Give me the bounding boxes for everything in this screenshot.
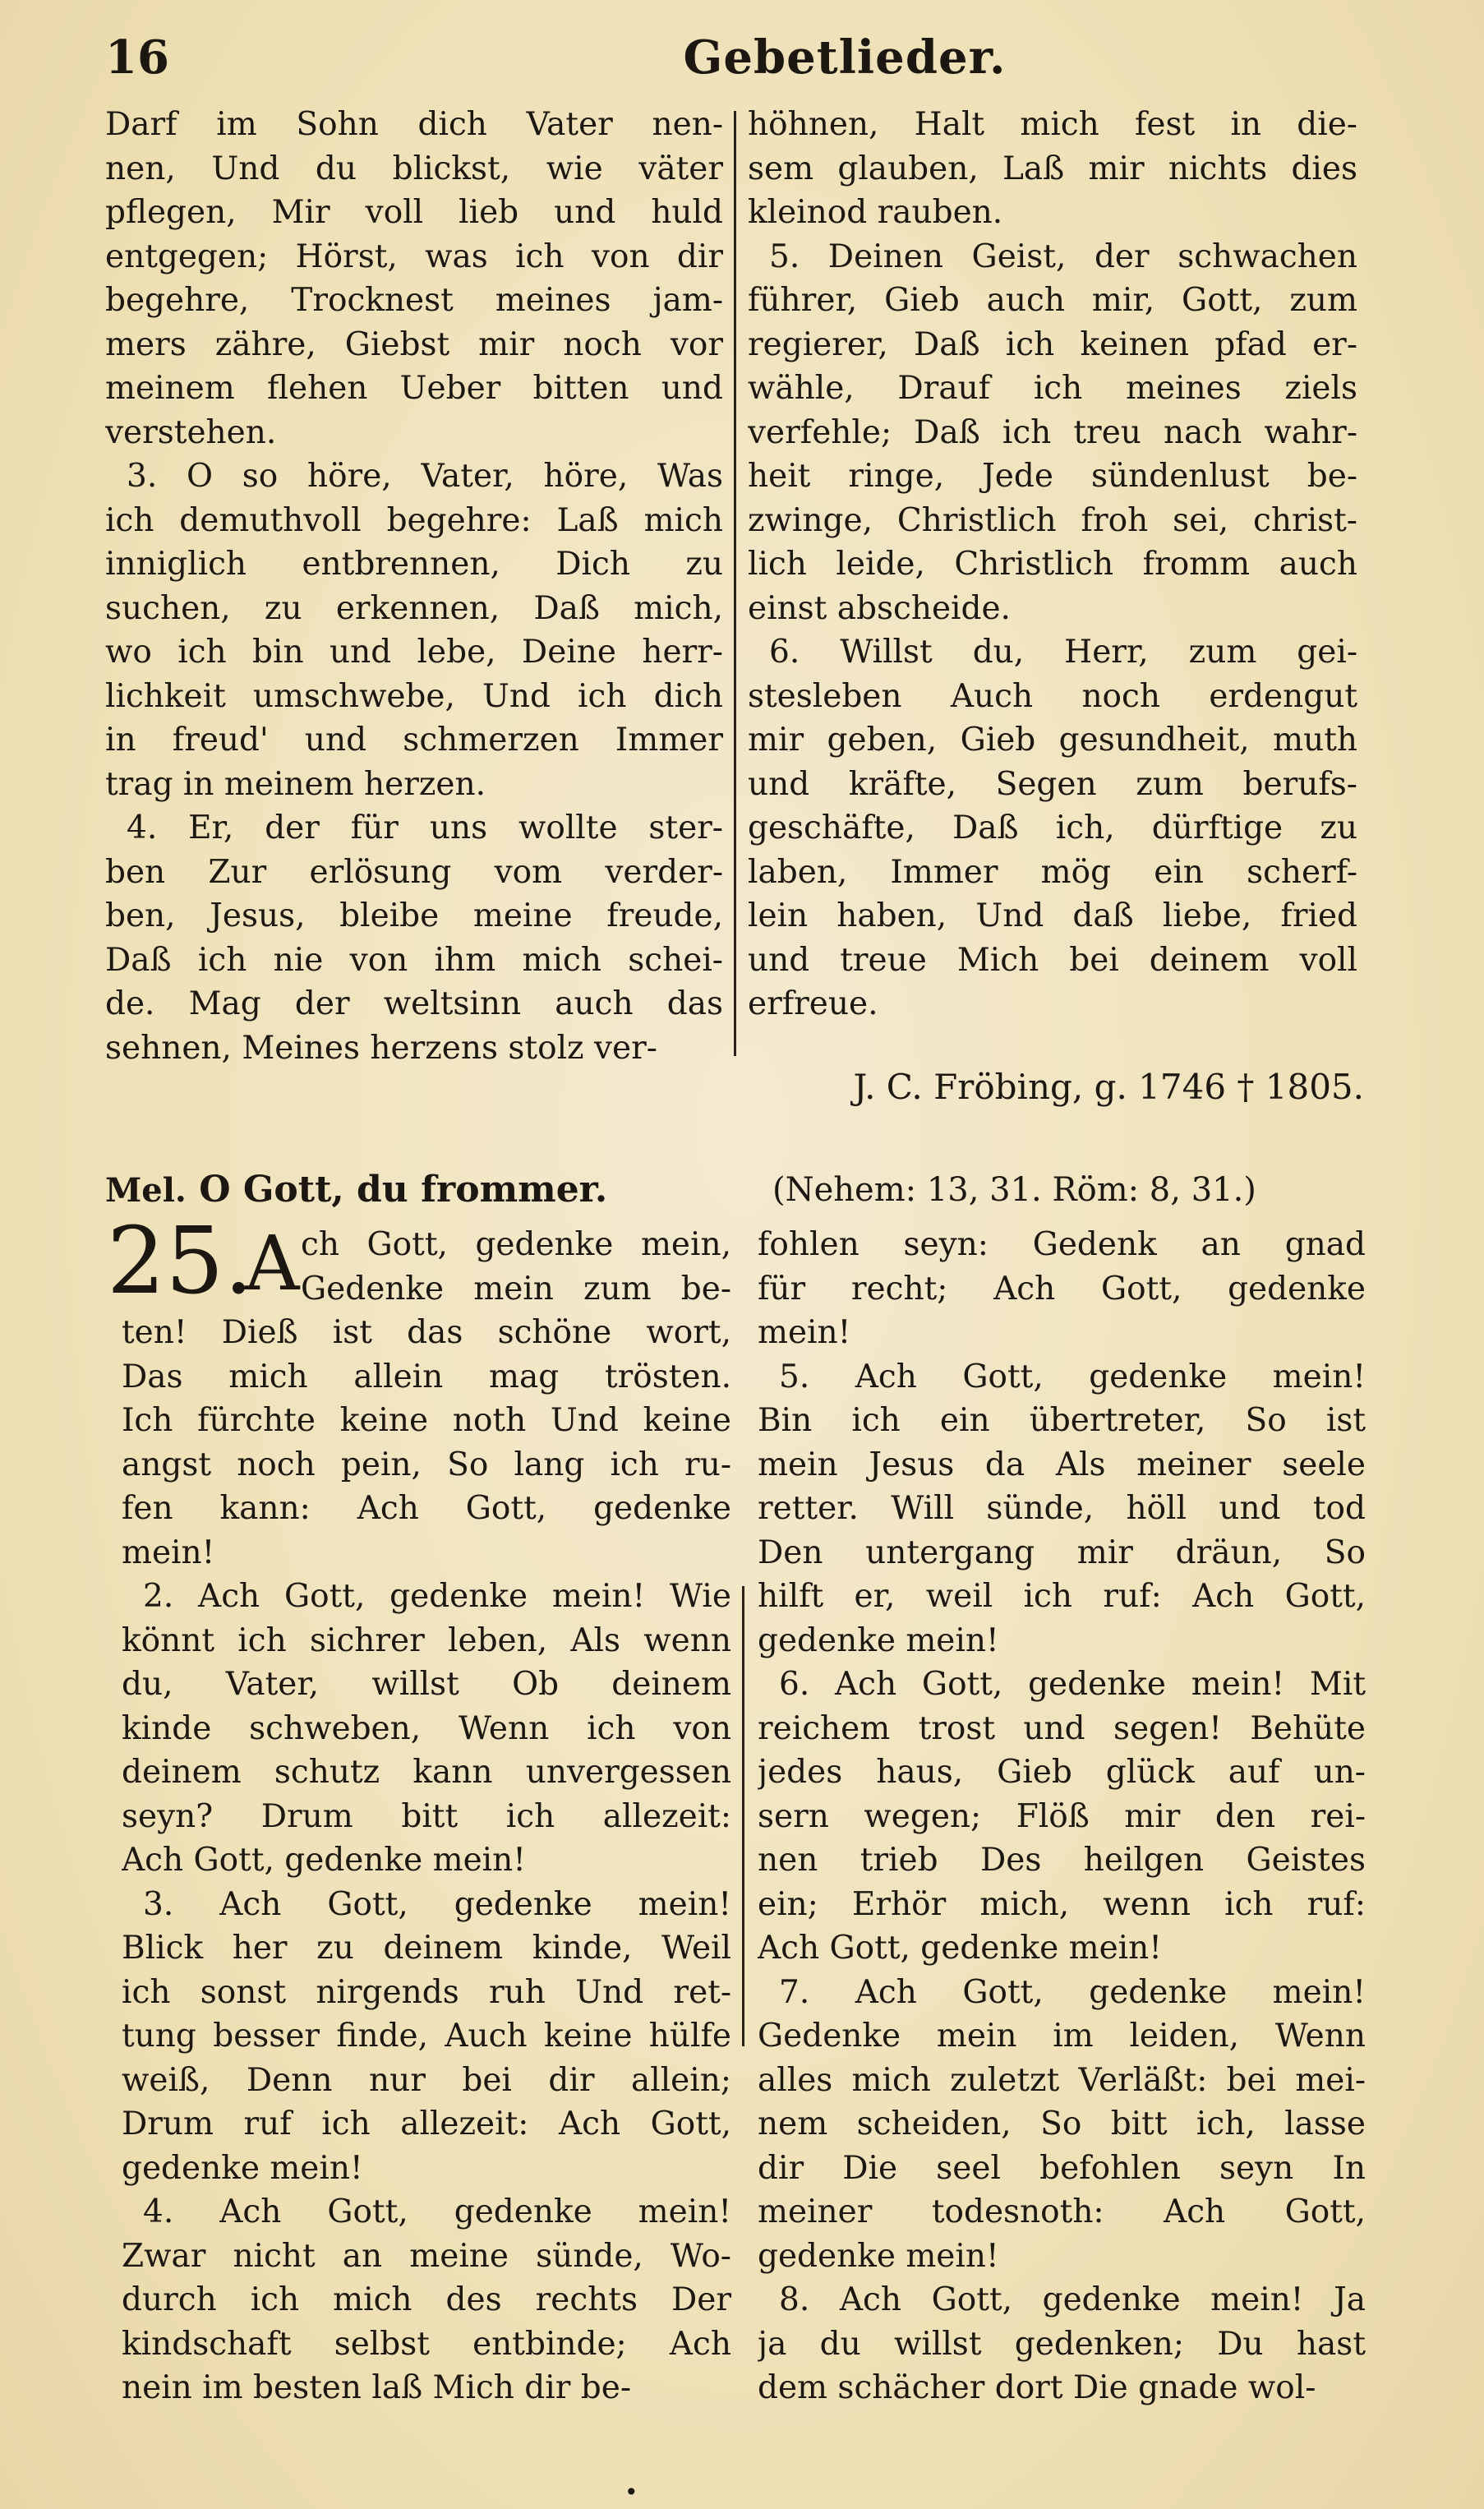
text-line: kleinod rauben.: [748, 194, 1003, 231]
text-line: 3. O so höre, Vater, höre, Was: [127, 458, 723, 495]
text-line: fen kann: Ach Gott, gedenke: [122, 1490, 731, 1527]
scripture-reference: (Nehem: 13, 31. Röm: 8, 31.): [772, 1171, 1256, 1209]
text-line: mir geben, Gieb gesundheit, muth: [748, 722, 1357, 759]
text-line: nem scheiden, So bitt ich, lasse: [758, 2105, 1366, 2142]
text-line: Drum ruf ich allezeit: Ach Gott,: [122, 2105, 731, 2142]
text-line: retter. Will sünde, höll und tod: [758, 1490, 1366, 1527]
text-line: durch ich mich des rechts Der: [122, 2281, 731, 2318]
text-line: Blick her zu deinem kinde, Weil: [122, 1930, 731, 1967]
column-divider-top: [734, 111, 736, 1056]
text-line: entgegen; Hörst, was ich von dir: [105, 238, 723, 275]
text-line: Gedenke mein im leiden, Wenn: [758, 2018, 1366, 2055]
text-line: seyn? Drum bitt ich allezeit:: [122, 1797, 731, 1835]
text-line: meiner todesnoth: Ach Gott,: [758, 2193, 1366, 2230]
text-line: ten! Dieß ist das schöne wort,: [122, 1314, 731, 1351]
text-line: ja du willst gedenken; Du hast: [758, 2325, 1366, 2363]
text-line: dir Die seel befohlen seyn In: [758, 2149, 1366, 2187]
text-line: nein im besten laß Mich dir be-: [122, 2369, 632, 2406]
text-line: und treue Mich bei deinem voll: [748, 941, 1357, 979]
text-line: nen, Und du blickst, wie väter: [105, 150, 723, 187]
text-line: Ich fürchte keine noth Und keine: [122, 1402, 731, 1439]
text-line: 5. Ach Gott, gedenke mein!: [779, 1358, 1366, 1395]
text-line: dem schächer dort Die gnade wol-: [758, 2369, 1316, 2406]
text-line: trag in meinem herzen.: [105, 765, 486, 803]
text-line: wähle, Drauf ich meines ziels: [748, 370, 1357, 407]
text-line: kinde schweben, Wenn ich von: [122, 1709, 731, 1747]
text-line: stesleben Auch noch erdengut: [748, 677, 1357, 715]
hymn-top-left-column: [105, 103, 723, 1070]
text-line: ben, Jesus, bleibe meine freude,: [105, 897, 723, 934]
text-line: reichem trost und segen! Behüte: [758, 1709, 1366, 1747]
text-line: höhnen, Halt mich fest in die-: [748, 106, 1357, 143]
text-line: Ach Gott, gedenke mein!: [758, 1930, 1162, 1967]
text-line: ich sonst nirgends ruh Und ret-: [122, 1973, 731, 2011]
text-line: lich leide, Christlich fromm auch: [748, 546, 1357, 583]
text-line: hilft er, weil ich ruf: Ach Gott,: [758, 1578, 1366, 1615]
text-line: ein; Erhör mich, wenn ich ruf:: [758, 1885, 1366, 1923]
text-line: du, Vater, willst Ob deinem: [122, 1666, 731, 1703]
text-line: begehre, Trocknest meines jam-: [105, 282, 723, 319]
text-line: lein haben, Und daß liebe, fried: [748, 897, 1357, 934]
text-line: sern wegen; Flöß mir den rei-: [758, 1797, 1366, 1835]
text-line: führer, Gieb auch mir, Gott, zum: [748, 282, 1357, 319]
text-line: ich demuthvoll begehre: Laß mich: [105, 501, 723, 539]
text-line: gedenke mein!: [122, 2149, 363, 2187]
text-line: geschäfte, Daß ich, dürftige zu: [748, 809, 1357, 846]
text-line: 6. Ach Gott, gedenke mein! Mit: [779, 1666, 1366, 1703]
text-line: deinem schutz kann unvergessen: [122, 1754, 731, 1791]
text-line: alles mich zuletzt Verläßt: bei mei-: [758, 2061, 1366, 2099]
text-line: Gedenke mein zum be-: [301, 1270, 731, 1308]
text-line: sehnen, Meines herzens stolz ver-: [105, 1029, 657, 1067]
text-line: Den untergang mir dräun, So: [758, 1534, 1366, 1571]
text-line: fohlen seyn: Gedenk an gnad: [758, 1226, 1366, 1263]
hymn-25-right-column: [758, 1223, 1366, 2410]
text-line: pflegen, Mir voll lieb und huld: [105, 194, 723, 231]
text-line: Das mich allein mag trösten.: [122, 1358, 731, 1395]
melody-label: Mel.: [105, 1171, 187, 1210]
text-line: suchen, zu erkennen, Daß mich,: [105, 589, 723, 627]
text-line: sem glauben, Laß mir nichts dies: [748, 150, 1357, 187]
text-line: mein!: [758, 1314, 851, 1351]
hymn-author: J. C. Fröbing, g. 1746 † 1805.: [853, 1067, 1364, 1107]
melody-title: O Gott, du frommer.: [199, 1169, 608, 1211]
text-line: weiß, Denn nur bei dir allein;: [122, 2061, 731, 2099]
text-line: mein Jesus da Als meiner seele: [758, 1446, 1366, 1483]
drop-cap-letter: A: [245, 1220, 300, 1308]
text-line: inniglich entbrennen, Dich zu: [105, 546, 723, 583]
text-line: wo ich bin und lebe, Deine herr-: [105, 634, 723, 671]
text-line: Daß ich nie von ihm mich schei-: [105, 941, 723, 979]
text-line: 2. Ach Gott, gedenke mein! Wie: [143, 1578, 731, 1615]
text-line: nen trieb Des heilgen Geistes: [758, 1842, 1366, 1879]
page-header: [105, 25, 1387, 90]
text-line: lichkeit umschwebe, Und ich dich: [105, 677, 723, 715]
text-line: einst abscheide.: [748, 589, 1011, 627]
text-line: Zwar nicht an meine sünde, Wo-: [122, 2237, 731, 2275]
text-line: verstehen.: [105, 413, 277, 451]
text-line: mers zähre, Giebst mir noch vor: [105, 325, 723, 363]
text-line: 3. Ach Gott, gedenke mein!: [143, 1885, 731, 1923]
text-line: verfehle; Daß ich treu nach wahr-: [748, 413, 1357, 451]
text-line: jedes haus, Gieb glück auf un-: [758, 1754, 1366, 1791]
text-line: 6. Willst du, Herr, zum gei-: [769, 634, 1357, 671]
text-line: 4. Ach Gott, gedenke mein!: [143, 2193, 731, 2230]
text-line: ben Zur erlösung vom verder-: [105, 853, 723, 891]
text-line: für recht; Ach Gott, gedenke: [758, 1270, 1366, 1308]
text-line: zwinge, Christlich froh sei, christ-: [748, 501, 1357, 539]
text-line: Ach Gott, gedenke mein!: [122, 1842, 526, 1879]
text-line: meinem flehen Ueber bitten und: [105, 370, 723, 407]
page-number: 16: [105, 30, 169, 85]
column-divider-bottom: [742, 1586, 744, 2046]
text-line: könnt ich sichrer leben, Als wenn: [122, 1621, 731, 1659]
text-line: erfreue.: [748, 985, 878, 1022]
footer-mark: •: [624, 2479, 638, 2506]
hymn-top-right-column: [748, 103, 1357, 1026]
text-line: 4. Er, der für uns wollte ster-: [127, 809, 723, 846]
text-line: angst noch pein, So lang ich ru-: [122, 1446, 731, 1483]
text-line: mein!: [122, 1534, 215, 1571]
text-line: de. Mag der weltsinn auch das: [105, 985, 723, 1022]
text-line: heit ringe, Jede sündenlust be-: [748, 458, 1357, 495]
text-line: 8. Ach Gott, gedenke mein! Ja: [779, 2281, 1366, 2318]
text-line: gedenke mein!: [758, 1621, 999, 1659]
text-line: laben, Immer mög ein scherf-: [748, 853, 1357, 891]
text-line: tung besser finde, Auch keine hülfe: [122, 2018, 731, 2055]
text-line: regierer, Daß ich keinen pfad er-: [748, 325, 1357, 363]
text-line: 5. Deinen Geist, der schwachen: [769, 238, 1357, 275]
text-line: und kräfte, Segen zum berufs-: [748, 765, 1357, 803]
text-line: in freud' und schmerzen Immer: [105, 722, 723, 759]
running-head: Gebetlieder.: [683, 30, 1007, 85]
text-line: gedenke mein!: [758, 2237, 999, 2275]
text-line: Darf im Sohn dich Vater nen-: [105, 106, 723, 143]
text-line: kindschaft selbst entbinde; Ach: [122, 2325, 731, 2363]
hymn-number: 25.: [107, 1208, 254, 1315]
text-line: Bin ich ein übertreter, So ist: [758, 1402, 1366, 1439]
text-line: 7. Ach Gott, gedenke mein!: [779, 1973, 1366, 2011]
text-line: ch Gott, gedenke mein,: [301, 1226, 731, 1263]
hymn-25-left-column: [122, 1220, 731, 2410]
